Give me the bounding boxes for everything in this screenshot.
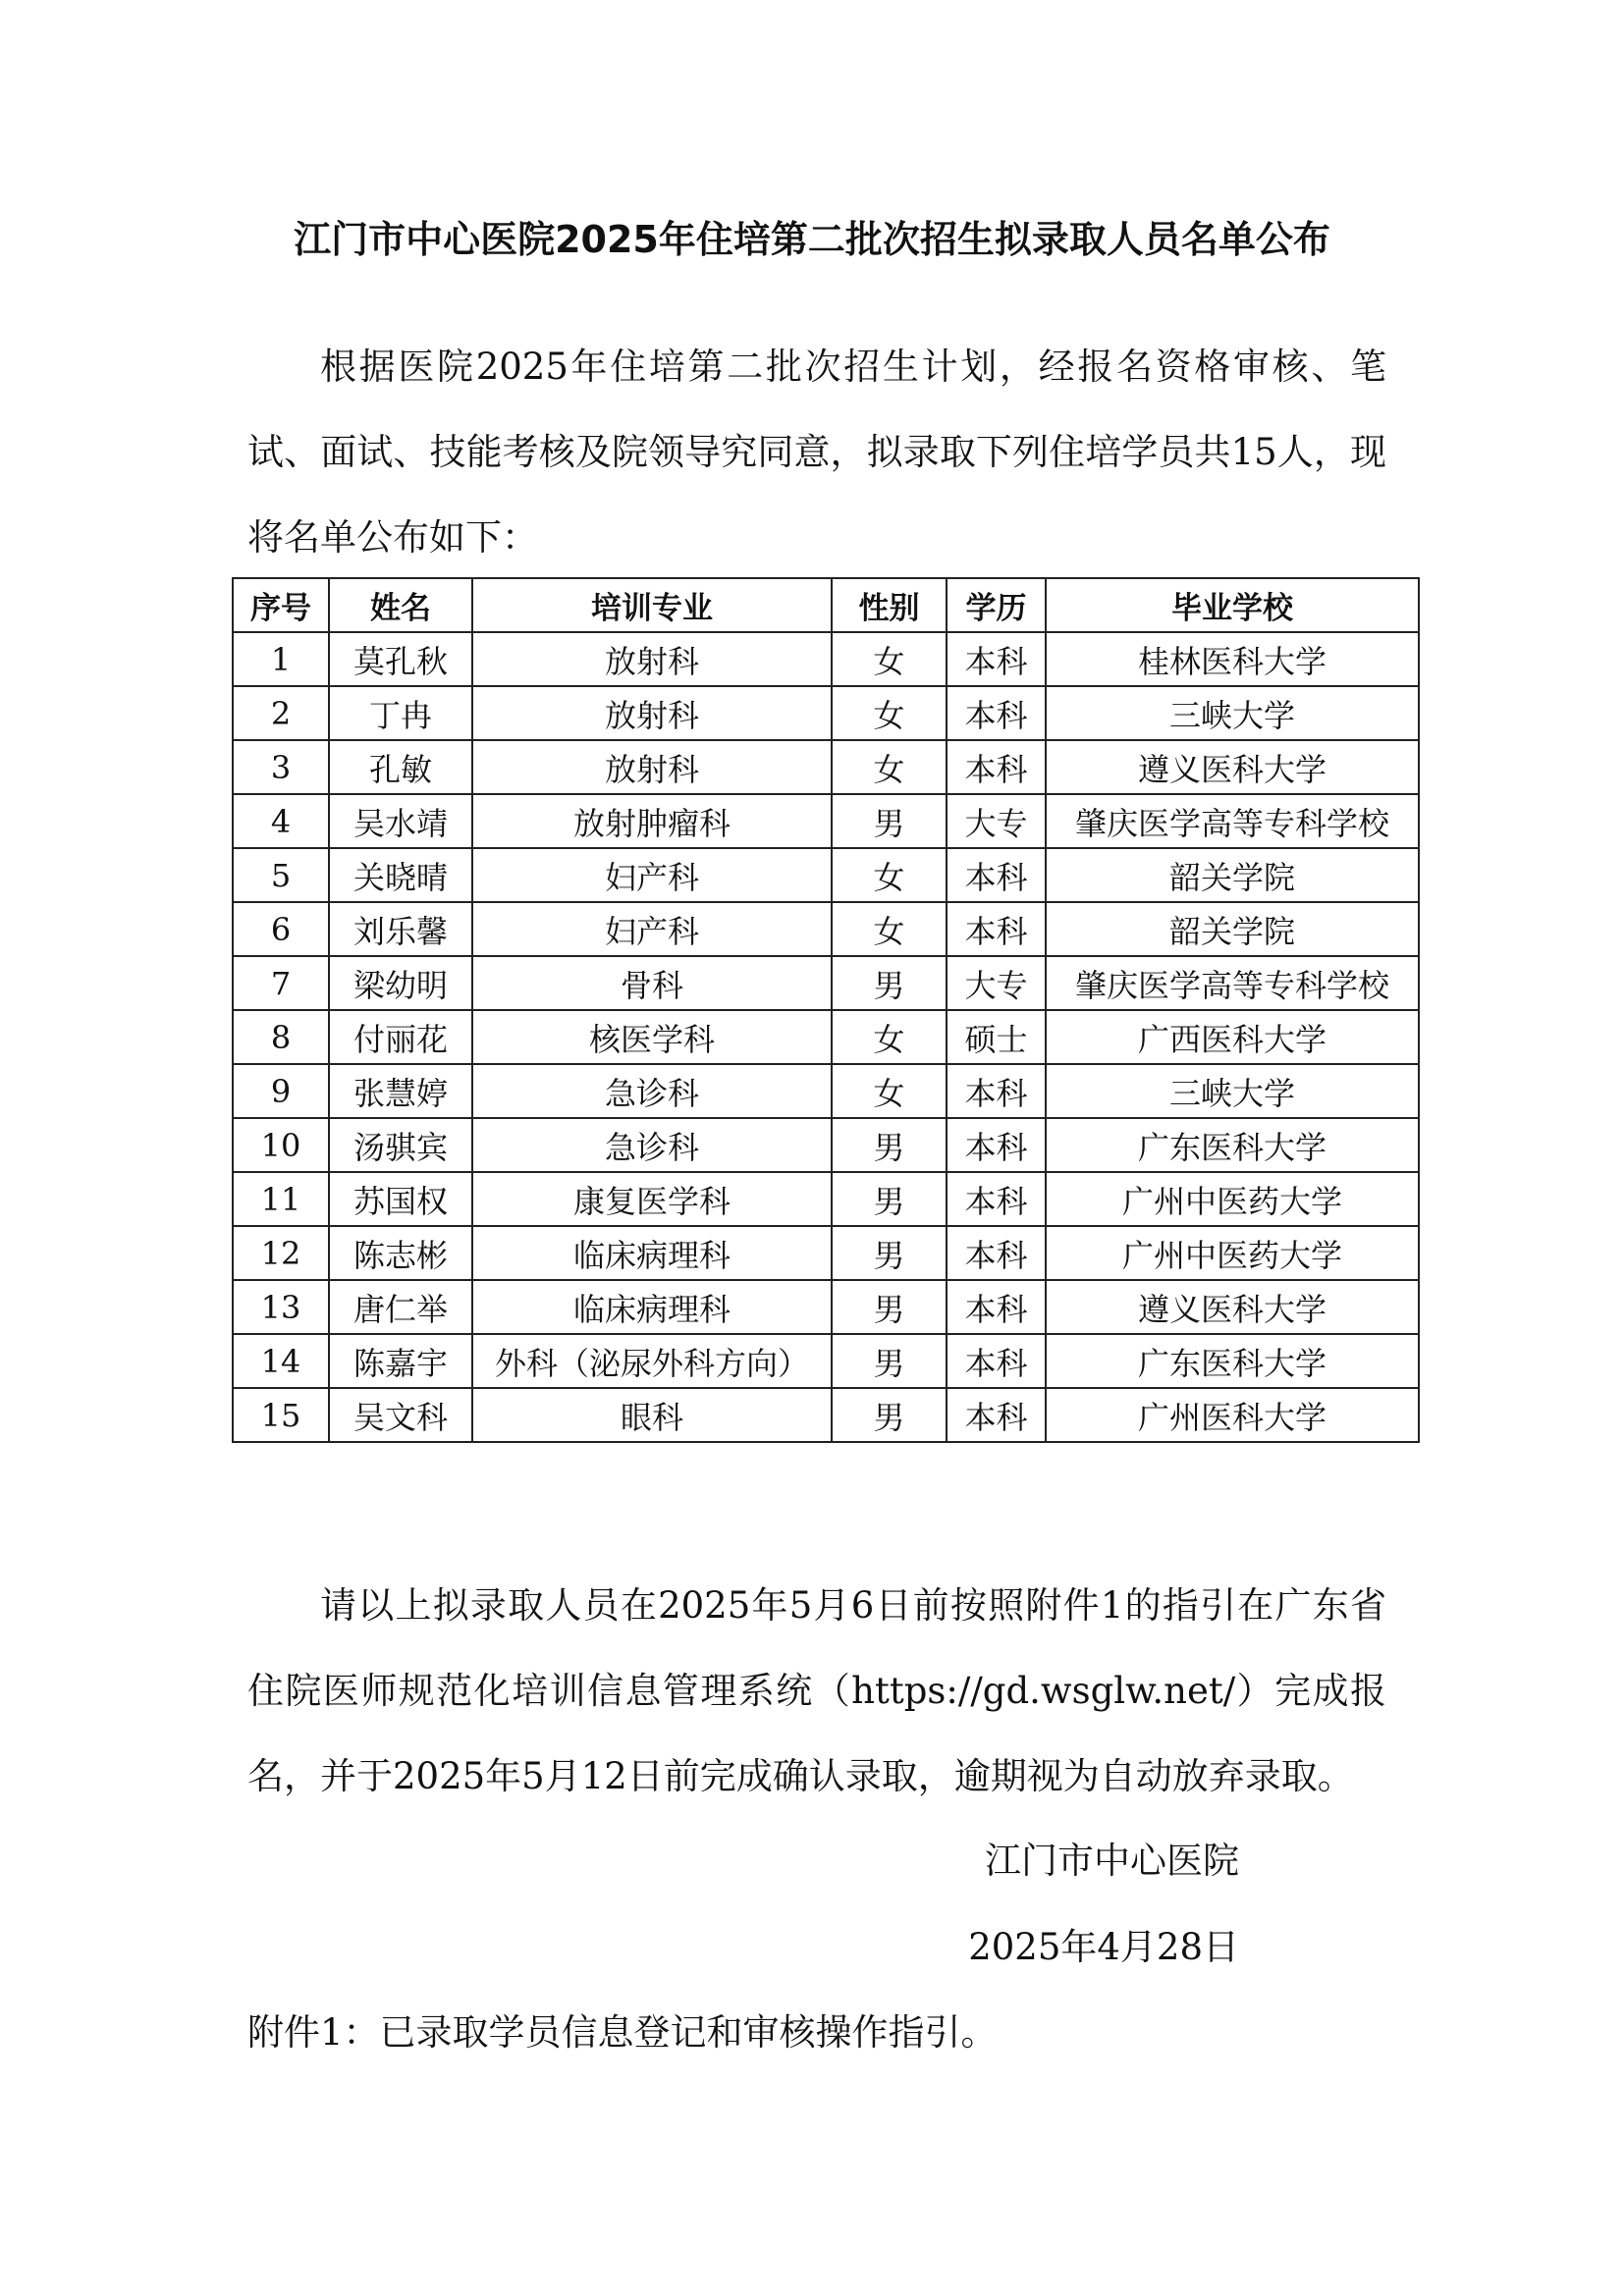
cell-specialty: 骨科 xyxy=(472,956,832,1010)
header-gender: 性别 xyxy=(832,578,947,632)
cell-specialty: 放射科 xyxy=(472,632,832,686)
header-seq: 序号 xyxy=(233,578,329,632)
cell-name: 梁幼明 xyxy=(329,956,472,1010)
cell-school: 韶关学院 xyxy=(1046,902,1419,956)
header-specialty: 培训专业 xyxy=(472,578,832,632)
table-body xyxy=(233,632,1419,1442)
table-row xyxy=(233,1226,1419,1280)
cell-seq: 3 xyxy=(233,740,329,794)
cell-seq: 2 xyxy=(233,686,329,740)
cell-school: 肇庆医学高等专科学校 xyxy=(1046,794,1419,848)
cell-name: 苏国权 xyxy=(329,1172,472,1226)
cell-school: 广东医科大学 xyxy=(1046,1334,1419,1388)
cell-seq: 8 xyxy=(233,1010,329,1064)
cell-gender: 男 xyxy=(832,1172,947,1226)
cell-specialty: 放射肿瘤科 xyxy=(472,794,832,848)
cell-gender: 男 xyxy=(832,1226,947,1280)
cell-name: 陈嘉宇 xyxy=(329,1334,472,1388)
cell-school: 广州中医药大学 xyxy=(1046,1172,1419,1226)
cell-name: 唐仁举 xyxy=(329,1280,472,1334)
cell-gender: 男 xyxy=(832,1334,947,1388)
cell-gender: 女 xyxy=(832,740,947,794)
table-row xyxy=(233,1172,1419,1226)
cell-school: 广州医科大学 xyxy=(1046,1388,1419,1442)
admission-table xyxy=(232,577,1420,1443)
cell-education: 本科 xyxy=(947,1334,1046,1388)
cell-education: 本科 xyxy=(947,632,1046,686)
header-education: 学历 xyxy=(947,578,1046,632)
table-row xyxy=(233,1388,1419,1442)
cell-school: 肇庆医学高等专科学校 xyxy=(1046,956,1419,1010)
cell-seq: 1 xyxy=(233,632,329,686)
cell-education: 本科 xyxy=(947,902,1046,956)
cell-school: 广东医科大学 xyxy=(1046,1118,1419,1172)
cell-name: 吴文科 xyxy=(329,1388,472,1442)
cell-specialty: 临床病理科 xyxy=(472,1280,832,1334)
cell-name: 孔敏 xyxy=(329,740,472,794)
cell-education: 本科 xyxy=(947,740,1046,794)
table-row xyxy=(233,956,1419,1010)
table-row xyxy=(233,632,1419,686)
table-row xyxy=(233,1280,1419,1334)
cell-education: 本科 xyxy=(947,1064,1046,1118)
cell-gender: 女 xyxy=(832,848,947,902)
cell-education: 大专 xyxy=(947,956,1046,1010)
notice-paragraph: 请以上拟录取人员在2025年5月6日前按照附件1的指引在广东省住院医师规范化培训信息管理系统（https://gd.wsglw.net/）完成报名，并于2025年5月12日前完成确认录取，逾期视为自动放弃录取。 xyxy=(247,1584,1386,1797)
cell-name: 汤骐宾 xyxy=(329,1118,472,1172)
cell-education: 本科 xyxy=(947,686,1046,740)
attachment-note: 附件1：已录取学员信息登记和审核操作指引。 xyxy=(247,2011,998,2054)
cell-gender: 男 xyxy=(832,1118,947,1172)
table-row xyxy=(233,1064,1419,1118)
cell-education: 本科 xyxy=(947,1280,1046,1334)
cell-specialty: 妇产科 xyxy=(472,848,832,902)
cell-gender: 男 xyxy=(832,794,947,848)
cell-gender: 女 xyxy=(832,632,947,686)
table-row xyxy=(233,848,1419,902)
cell-education: 本科 xyxy=(947,1172,1046,1226)
header-name: 姓名 xyxy=(329,578,472,632)
cell-seq: 6 xyxy=(233,902,329,956)
cell-seq: 9 xyxy=(233,1064,329,1118)
cell-seq: 4 xyxy=(233,794,329,848)
cell-seq: 13 xyxy=(233,1280,329,1334)
cell-name: 付丽花 xyxy=(329,1010,472,1064)
table-row xyxy=(233,1334,1419,1388)
cell-gender: 女 xyxy=(832,1064,947,1118)
cell-gender: 女 xyxy=(832,902,947,956)
cell-school: 广州中医药大学 xyxy=(1046,1226,1419,1280)
cell-specialty: 康复医学科 xyxy=(472,1172,832,1226)
cell-name: 关晓晴 xyxy=(329,848,472,902)
header-school: 毕业学校 xyxy=(1046,578,1419,632)
cell-gender: 男 xyxy=(832,1280,947,1334)
cell-education: 本科 xyxy=(947,1226,1046,1280)
cell-name: 吴水靖 xyxy=(329,794,472,848)
cell-school: 三峡大学 xyxy=(1046,1064,1419,1118)
table-row xyxy=(233,1010,1419,1064)
cell-seq: 5 xyxy=(233,848,329,902)
cell-name: 陈志彬 xyxy=(329,1226,472,1280)
issue-date: 2025年4月28日 xyxy=(968,1926,1239,1968)
cell-specialty: 临床病理科 xyxy=(472,1226,832,1280)
cell-specialty: 外科（泌尿外科方向） xyxy=(472,1334,832,1388)
cell-specialty: 放射科 xyxy=(472,686,832,740)
cell-name: 莫孔秋 xyxy=(329,632,472,686)
cell-seq: 14 xyxy=(233,1334,329,1388)
cell-school: 三峡大学 xyxy=(1046,686,1419,740)
cell-education: 本科 xyxy=(947,848,1046,902)
cell-specialty: 核医学科 xyxy=(472,1010,832,1064)
cell-seq: 15 xyxy=(233,1388,329,1442)
table-row xyxy=(233,902,1419,956)
cell-gender: 男 xyxy=(832,1388,947,1442)
cell-gender: 女 xyxy=(832,686,947,740)
cell-education: 硕士 xyxy=(947,1010,1046,1064)
issuing-organization: 江门市中心医院 xyxy=(985,1840,1239,1882)
table-header-row xyxy=(233,578,1419,632)
cell-school: 遵义医科大学 xyxy=(1046,740,1419,794)
cell-specialty: 急诊科 xyxy=(472,1064,832,1118)
cell-seq: 11 xyxy=(233,1172,329,1226)
cell-education: 本科 xyxy=(947,1388,1046,1442)
intro-paragraph: 根据医院2025年住培第二批次招生计划，经报名资格审核、笔试、面试、技能考核及院领导究同意，拟录取下列住培学员共15人，现将名单公布如下： xyxy=(247,346,1386,559)
cell-name: 张慧婷 xyxy=(329,1064,472,1118)
cell-education: 大专 xyxy=(947,794,1046,848)
cell-gender: 男 xyxy=(832,956,947,1010)
table-row xyxy=(233,1118,1419,1172)
table-row xyxy=(233,686,1419,740)
table-row xyxy=(233,794,1419,848)
cell-specialty: 妇产科 xyxy=(472,902,832,956)
cell-specialty: 眼科 xyxy=(472,1388,832,1442)
cell-seq: 10 xyxy=(233,1118,329,1172)
table-row xyxy=(233,740,1419,794)
cell-education: 本科 xyxy=(947,1118,1046,1172)
cell-seq: 7 xyxy=(233,956,329,1010)
cell-name: 刘乐馨 xyxy=(329,902,472,956)
cell-school: 桂林医科大学 xyxy=(1046,632,1419,686)
document-title: 江门市中心医院2025年住培第二批次招生拟录取人员名单公布 xyxy=(294,218,1330,261)
cell-name: 丁冉 xyxy=(329,686,472,740)
cell-specialty: 急诊科 xyxy=(472,1118,832,1172)
cell-school: 遵义医科大学 xyxy=(1046,1280,1419,1334)
cell-school: 韶关学院 xyxy=(1046,848,1419,902)
cell-specialty: 放射科 xyxy=(472,740,832,794)
cell-school: 广西医科大学 xyxy=(1046,1010,1419,1064)
cell-seq: 12 xyxy=(233,1226,329,1280)
cell-gender: 女 xyxy=(832,1010,947,1064)
